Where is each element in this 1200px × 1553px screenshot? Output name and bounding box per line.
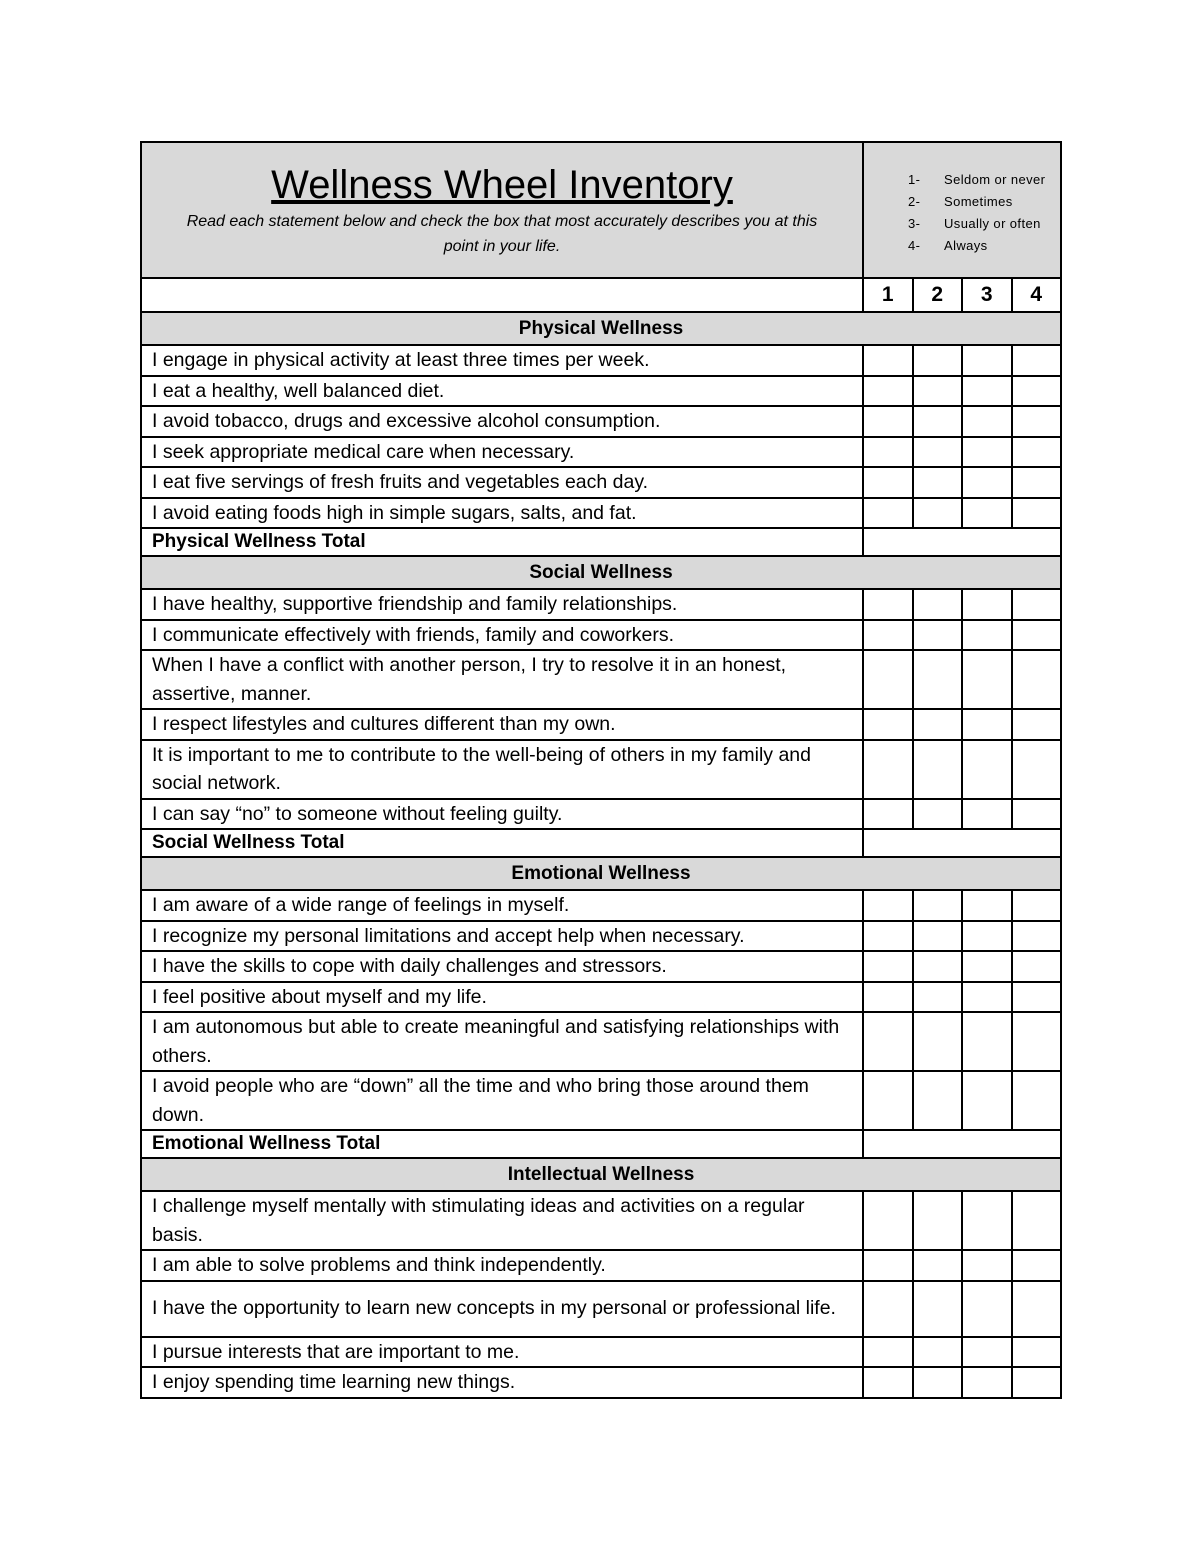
legend-item <box>908 235 1060 257</box>
statement-text: When I have a conflict with another person, I try to resolve it in an honest, assertive, manner. <box>141 650 863 709</box>
statement-text: I challenge myself mentally with stimulating ideas and activities on a regular basis. <box>141 1191 863 1250</box>
section-total-field[interactable] <box>863 1130 1061 1158</box>
rating-checkbox-4[interactable] <box>1012 709 1062 740</box>
statement-row <box>141 406 1061 437</box>
rating-checkbox-4[interactable] <box>1012 345 1062 376</box>
rating-checkbox-3[interactable] <box>962 1337 1012 1368</box>
rating-checkbox-3[interactable] <box>962 345 1012 376</box>
scale-number-1: 1 <box>863 278 913 312</box>
rating-checkbox-2[interactable] <box>913 467 963 498</box>
legend-item <box>908 213 1060 235</box>
statement-row <box>141 650 1061 709</box>
legend-text: Usually or often <box>944 216 1041 231</box>
statement-text: I avoid tobacco, drugs and excessive alcohol consumption. <box>141 406 863 437</box>
rating-checkbox-4[interactable] <box>1012 498 1062 529</box>
scale-row <box>141 278 1061 312</box>
statement-text: I can say “no” to someone without feeling guilty. <box>141 799 863 830</box>
rating-checkbox-4[interactable] <box>1012 376 1062 407</box>
rating-checkbox-2[interactable] <box>913 1012 963 1071</box>
rating-checkbox-4[interactable] <box>1012 1191 1062 1250</box>
legend-text: Sometimes <box>944 194 1013 209</box>
rating-checkbox-2[interactable] <box>913 890 963 921</box>
section-heading-row <box>141 857 1061 890</box>
rating-checkbox-1[interactable] <box>863 1191 913 1250</box>
rating-checkbox-2[interactable] <box>913 498 963 529</box>
rating-checkbox-3[interactable] <box>962 709 1012 740</box>
rating-checkbox-1[interactable] <box>863 650 913 709</box>
statement-text: I communicate effectively with friends, family and coworkers. <box>141 620 863 651</box>
section-total-field[interactable] <box>863 829 1061 857</box>
statement-row <box>141 982 1061 1013</box>
rating-checkbox-4[interactable] <box>1012 467 1062 498</box>
statement-text: I am aware of a wide range of feelings in myself. <box>141 890 863 921</box>
statement-text: I avoid people who are “down” all the time and who bring those around them down. <box>141 1071 863 1130</box>
statement-text: I eat five servings of fresh fruits and vegetables each day. <box>141 467 863 498</box>
rating-checkbox-2[interactable] <box>913 799 963 830</box>
rating-checkbox-4[interactable] <box>1012 1012 1062 1071</box>
statement-text: I have the opportunity to learn new concepts in my personal or professional life. <box>141 1281 863 1337</box>
rating-checkbox-3[interactable] <box>962 1071 1012 1130</box>
section-total-label: Emotional Wellness Total <box>141 1130 863 1158</box>
rating-checkbox-3[interactable] <box>962 799 1012 830</box>
legend-text: Always <box>944 238 988 253</box>
scale-number-4: 4 <box>1012 278 1062 312</box>
rating-checkbox-1[interactable] <box>863 951 913 982</box>
rating-checkbox-2[interactable] <box>913 620 963 651</box>
section-total-row <box>141 1130 1061 1158</box>
statement-row <box>141 437 1061 468</box>
section-heading: Emotional Wellness <box>141 857 1061 890</box>
header-row <box>141 142 1061 278</box>
rating-checkbox-1[interactable] <box>863 589 913 620</box>
section-heading-row <box>141 556 1061 589</box>
rating-checkbox-1[interactable] <box>863 890 913 921</box>
statement-text: It is important to me to contribute to the well-being of others in my family and social network. <box>141 740 863 799</box>
rating-checkbox-4[interactable] <box>1012 1367 1062 1398</box>
rating-checkbox-2[interactable] <box>913 376 963 407</box>
rating-checkbox-4[interactable] <box>1012 1281 1062 1337</box>
wellness-inventory-table <box>140 141 1062 1399</box>
statement-row <box>141 1281 1061 1337</box>
rating-legend <box>863 142 1061 278</box>
statement-row <box>141 799 1061 830</box>
rating-checkbox-1[interactable] <box>863 437 913 468</box>
rating-checkbox-2[interactable] <box>913 951 963 982</box>
statement-row <box>141 620 1061 651</box>
rating-checkbox-3[interactable] <box>962 376 1012 407</box>
rating-checkbox-3[interactable] <box>962 620 1012 651</box>
rating-checkbox-4[interactable] <box>1012 890 1062 921</box>
section-heading-row <box>141 312 1061 345</box>
rating-checkbox-1[interactable] <box>863 982 913 1013</box>
rating-checkbox-2[interactable] <box>913 406 963 437</box>
rating-checkbox-2[interactable] <box>913 1250 963 1281</box>
section-heading-row <box>141 1158 1061 1191</box>
section-total-row <box>141 829 1061 857</box>
legend-text: Seldom or never <box>944 172 1046 187</box>
legend-key: 1- <box>908 172 921 187</box>
statement-text: I feel positive about myself and my life. <box>141 982 863 1013</box>
instructions-text: Read each statement below and check the box that most accurately describes you <box>186 213 771 230</box>
rating-checkbox-4[interactable] <box>1012 951 1062 982</box>
rating-checkbox-2[interactable] <box>913 345 963 376</box>
rating-checkbox-2[interactable] <box>913 650 963 709</box>
section-heading: Social Wellness <box>141 556 1061 589</box>
statement-row <box>141 1337 1061 1368</box>
rating-checkbox-3[interactable] <box>962 740 1012 799</box>
rating-checkbox-4[interactable] <box>1012 650 1062 709</box>
scale-number-2: 2 <box>913 278 963 312</box>
rating-checkbox-2[interactable] <box>913 1367 963 1398</box>
statement-row <box>141 951 1061 982</box>
statement-text: I pursue interests that are important to me. <box>141 1337 863 1368</box>
rating-checkbox-4[interactable] <box>1012 437 1062 468</box>
rating-checkbox-4[interactable] <box>1012 799 1062 830</box>
rating-checkbox-3[interactable] <box>962 589 1012 620</box>
statement-text: I have healthy, supportive friendship and family relationships. <box>141 589 863 620</box>
rating-checkbox-3[interactable] <box>962 951 1012 982</box>
rating-checkbox-3[interactable] <box>962 467 1012 498</box>
statement-text: I seek appropriate medical care when necessary. <box>141 437 863 468</box>
legend-key: 3- <box>908 216 921 231</box>
rating-checkbox-4[interactable] <box>1012 1071 1062 1130</box>
instructions-text-end: in your life. <box>482 238 561 255</box>
statement-text: I am able to solve problems and think independently. <box>141 1250 863 1281</box>
rating-checkbox-2[interactable] <box>913 1191 963 1250</box>
legend-item <box>908 191 1060 213</box>
legend-key: 2- <box>908 194 921 209</box>
rating-checkbox-4[interactable] <box>1012 1337 1062 1368</box>
section-total-row <box>141 528 1061 556</box>
statement-text: I engage in physical activity at least three times per week. <box>141 345 863 376</box>
rating-checkbox-3[interactable] <box>962 1012 1012 1071</box>
section-total-label: Physical Wellness Total <box>141 528 863 556</box>
rating-checkbox-1[interactable] <box>863 1337 913 1368</box>
statement-text: I have the skills to cope with daily challenges and stressors. <box>141 951 863 982</box>
statement-row <box>141 1071 1061 1130</box>
rating-checkbox-1[interactable] <box>863 1250 913 1281</box>
rating-checkbox-1[interactable] <box>863 921 913 952</box>
rating-checkbox-1[interactable] <box>863 1071 913 1130</box>
scale-number-3: 3 <box>962 278 1012 312</box>
statement-row <box>141 890 1061 921</box>
rating-checkbox-4[interactable] <box>1012 620 1062 651</box>
statement-row <box>141 1191 1061 1250</box>
rating-checkbox-2[interactable] <box>913 437 963 468</box>
scale-row-blank <box>141 278 863 312</box>
rating-checkbox-1[interactable] <box>863 1281 913 1337</box>
rating-checkbox-1[interactable] <box>863 1367 913 1398</box>
rating-checkbox-1[interactable] <box>863 467 913 498</box>
statement-row <box>141 921 1061 952</box>
rating-checkbox-4[interactable] <box>1012 921 1062 952</box>
rating-checkbox-1[interactable] <box>863 345 913 376</box>
statement-row <box>141 345 1061 376</box>
rating-checkbox-4[interactable] <box>1012 1250 1062 1281</box>
statement-row <box>141 1012 1061 1071</box>
rating-checkbox-4[interactable] <box>1012 406 1062 437</box>
statement-text: I am autonomous but able to create meaningful and satisfying relationships with others. <box>141 1012 863 1071</box>
statement-row <box>141 498 1061 529</box>
rating-checkbox-2[interactable] <box>913 1281 963 1337</box>
section-heading: Physical Wellness <box>141 312 1061 345</box>
section-total-field[interactable] <box>863 528 1061 556</box>
instructions <box>142 207 862 259</box>
rating-checkbox-4[interactable] <box>1012 589 1062 620</box>
statement-row <box>141 376 1061 407</box>
statement-row <box>141 740 1061 799</box>
statement-row <box>141 1367 1061 1398</box>
rating-checkbox-3[interactable] <box>962 1191 1012 1250</box>
statement-row <box>141 467 1061 498</box>
rating-checkbox-2[interactable] <box>913 982 963 1013</box>
section-heading: Intellectual Wellness <box>141 1158 1061 1191</box>
rating-checkbox-3[interactable] <box>962 1250 1012 1281</box>
legend-key: 4- <box>908 238 921 253</box>
rating-checkbox-2[interactable] <box>913 740 963 799</box>
rating-checkbox-1[interactable] <box>863 498 913 529</box>
rating-checkbox-3[interactable] <box>962 890 1012 921</box>
title-block <box>141 142 863 278</box>
rating-checkbox-2[interactable] <box>913 1337 963 1368</box>
rating-checkbox-3[interactable] <box>962 437 1012 468</box>
statement-text: I avoid eating foods high in simple sugars, salts, and fat. <box>141 498 863 529</box>
rating-checkbox-2[interactable] <box>913 1071 963 1130</box>
rating-checkbox-3[interactable] <box>962 650 1012 709</box>
rating-checkbox-3[interactable] <box>962 1367 1012 1398</box>
rating-checkbox-4[interactable] <box>1012 740 1062 799</box>
statement-row <box>141 589 1061 620</box>
rating-checkbox-3[interactable] <box>962 498 1012 529</box>
rating-checkbox-3[interactable] <box>962 982 1012 1013</box>
rating-checkbox-1[interactable] <box>863 1012 913 1071</box>
rating-checkbox-1[interactable] <box>863 740 913 799</box>
rating-checkbox-1[interactable] <box>863 376 913 407</box>
statement-text: I eat a healthy, well balanced diet. <box>141 376 863 407</box>
rating-checkbox-2[interactable] <box>913 589 963 620</box>
rating-checkbox-3[interactable] <box>962 921 1012 952</box>
rating-checkbox-1[interactable] <box>863 406 913 437</box>
statement-text: I respect lifestyles and cultures different than my own. <box>141 709 863 740</box>
instructions-emphasis: at this point <box>443 213 818 255</box>
rating-checkbox-1[interactable] <box>863 620 913 651</box>
rating-checkbox-1[interactable] <box>863 709 913 740</box>
rating-checkbox-2[interactable] <box>913 709 963 740</box>
legend-item <box>908 169 1060 191</box>
rating-checkbox-3[interactable] <box>962 1281 1012 1337</box>
statement-text: I enjoy spending time learning new things. <box>141 1367 863 1398</box>
page-title: Wellness Wheel Inventory <box>271 163 733 207</box>
rating-checkbox-4[interactable] <box>1012 982 1062 1013</box>
rating-checkbox-3[interactable] <box>962 406 1012 437</box>
rating-checkbox-1[interactable] <box>863 799 913 830</box>
rating-checkbox-2[interactable] <box>913 921 963 952</box>
statement-row <box>141 1250 1061 1281</box>
statement-text: I recognize my personal limitations and accept help when necessary. <box>141 921 863 952</box>
section-total-label: Social Wellness Total <box>141 829 863 857</box>
statement-row <box>141 709 1061 740</box>
